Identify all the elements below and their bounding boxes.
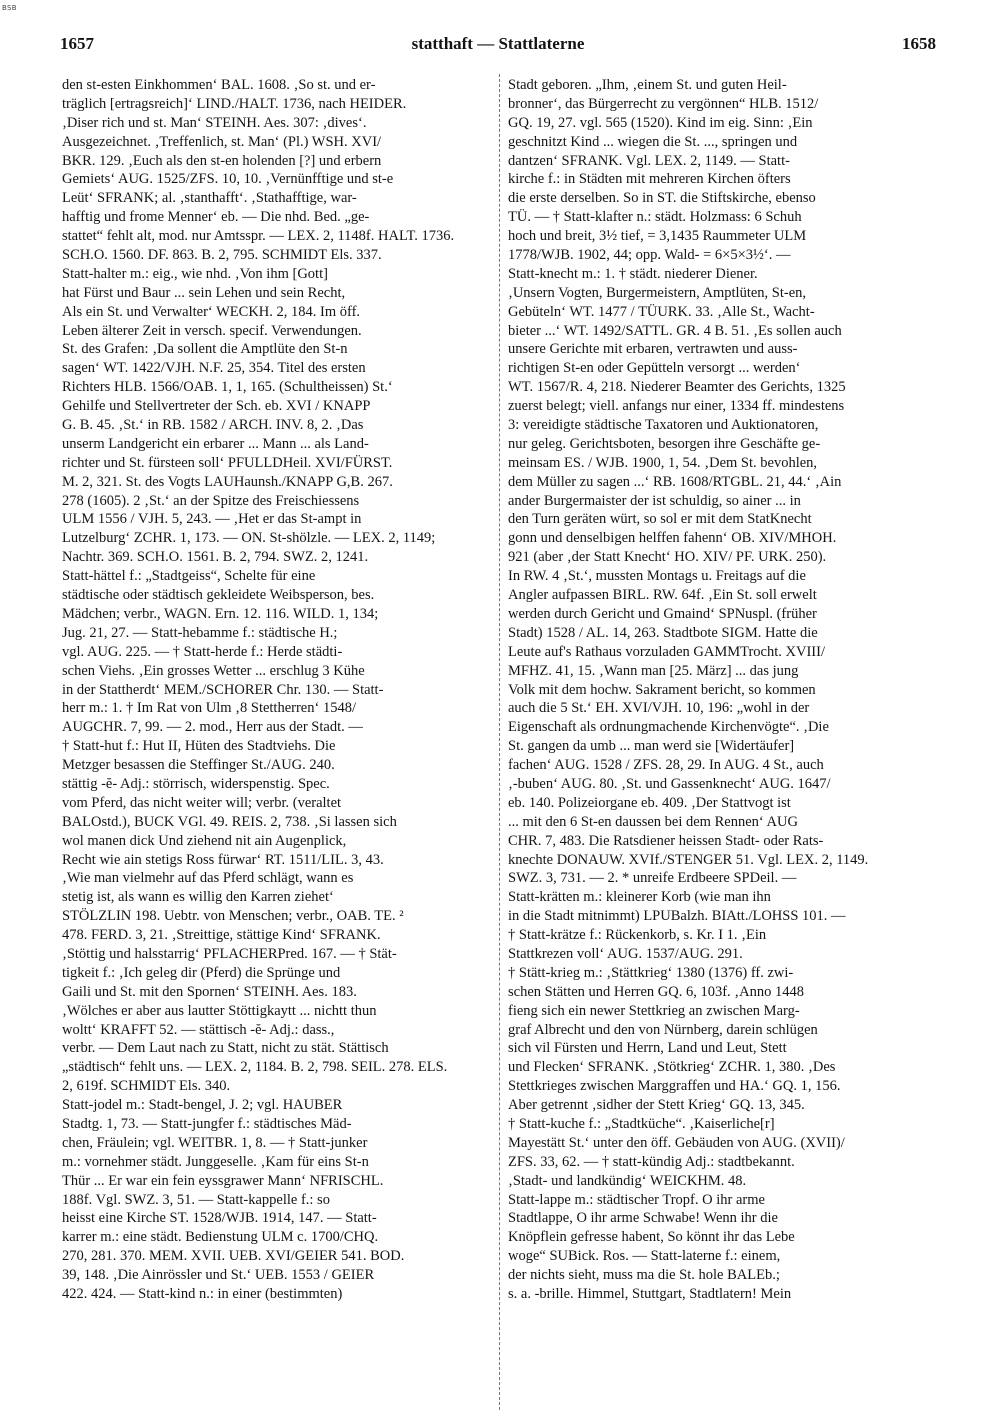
text-line: zuerst belegt; viell. anfangs nur einer, 1334 ff. mindestens [508, 398, 845, 415]
text-line: SWZ. 3, 731. — 2. * unreife Erdbeere SPDeil. — [508, 870, 797, 887]
text-line: hat Fürst und Baur ... sein Lehen und sein Recht, [62, 284, 346, 301]
text-line: M. 2, 321. St. des Vogts LAUHaunsh./KNAPP G,B. 267. [62, 473, 393, 490]
text-line: AUGCHR. 7, 99. — 2. mod., Herr aus der Stadt. — [62, 719, 363, 736]
text-line: † Stätt-krieg m.: ‚Stättkrieg‘ 1380 (1376) ff. zwi- [508, 964, 794, 981]
text-line: Mayestätt St.‘ unter den öff. Gebäuden von AUG. (XVII)/ [508, 1134, 845, 1151]
text-line: bieter ...‘ WT. 1492/SATTL. GR. 4 B. 51. ‚Es sollen auch [508, 322, 842, 339]
text-line: schen Viehs. ‚Ein grosses Wetter ... erschlug 3 Kühe [62, 662, 365, 679]
text-line: unsere Gerichte mit erbaren, vertrawten und auss- [508, 341, 798, 358]
text-line: Ausgezeichnet. ‚Treffenlich, st. Man‘ (Pl.) WSH. XVI/ [62, 133, 382, 150]
text-line: die erste derselben. So in ST. die Stiftskirche, ebenso [508, 190, 816, 207]
text-line: vgl. AUG. 225. — † Statt-herde f.: Herde städti- [62, 643, 343, 660]
text-line: Mädchen; verbr., WAGN. Ern. 12. 116. WILD. 1, 134; [62, 605, 379, 622]
header-title: statthaft — Stattlaterne [411, 34, 585, 53]
text-line: ‚Unsern Vogten, Burgermeistern, Amptlüten, St-en, [508, 284, 807, 301]
text-line: Stettkrieges zwischen Marggraffen und HA.‘ GQ. 1, 156. [508, 1078, 841, 1095]
text-line: 278 (1605). 2 ‚St.‘ an der Spitze des Freischiessens [62, 492, 360, 509]
text-line: gonn und denselbigen helffen fahenn‘ OB. XIV/MHOH. [508, 530, 837, 547]
text-line: Stadtlappe, O ihr arme Schwabe! Wenn ihr die [508, 1210, 778, 1227]
text-line: Jug. 21, 27. — Statt-hebamme f.: städtische H.; [62, 624, 338, 641]
text-line: ‚Diser rich und st. Man‘ STEINH. Aes. 307: ‚dives‘. [62, 114, 367, 131]
text-line: eb. 140. Polizeiorgane eb. 409. ‚Der Stattvogt ist [508, 794, 791, 811]
text-line: Stadt) 1528 / AL. 14, 263. Stadtbote SIGM. Hatte die [508, 624, 818, 641]
text-line: Lutzelburg‘ ZCHR. 1, 173. — ON. St-shölzle. — LEX. 2, 1149; [62, 530, 436, 547]
text-line: meinsam ES. / WJB. 1900, 1, 54. ‚Dem St. bevohlen, [508, 454, 818, 471]
text-line: Angler aufpassen BIRL. RW. 64f. ‚Ein St. soll erwelt [508, 587, 817, 604]
text-line: unserm Landgericht ein erbarer ... Mann ... als Land- [62, 435, 369, 452]
page-number-right: 1658 [902, 34, 936, 53]
text-line: Leute auf's Rathaus vorzuladen GAMMTrocht. XVIII/ [508, 643, 825, 660]
text-line: auch die 5 St.‘ EH. XVI/VJH. 10, 196: „wohl in der [508, 700, 810, 717]
text-line: karrer m.: eine städt. Bedienstung ULM c. 1700/CHQ. [62, 1229, 379, 1246]
text-line: den Turn geräten würt, so sol er mit dem StatKnecht [508, 511, 812, 528]
text-line: Volk mit dem hochw. Sakrament bericht, so kommen [508, 681, 816, 698]
text-line: † Statt-krätze f.: Rückenkorb, s. Kr. I 1. ‚Ein [508, 927, 767, 944]
text-line: St. gangen da umb ... man werd sie [Widertäufer] [508, 738, 795, 755]
text-line: sagen‘ WT. 1422/VJH. N.F. 25, 354. Titel des ersten [62, 360, 366, 377]
text-line: wol manen dick Und ziehend nit ain Augenplick, [62, 832, 347, 849]
text-line: GQ. 19, 27. vgl. 565 (1520). Kind im eig. Sinn: ‚Ein [508, 114, 813, 131]
text-line: Stadt geboren. „Ihm, ‚einem St. und guten Heil- [508, 77, 787, 93]
text-line: richtigen St-en oder Gepütteln versorgt ... werden‘ [508, 360, 801, 377]
text-line: den st-esten Einkhommen‘ BAL. 1608. ‚So st. und er- [62, 77, 376, 93]
text-line: Leüt‘ SFRANK; al. ‚stanthafft‘. ‚Stathafftige, war- [62, 190, 357, 207]
text-line: „städtisch“ fehlt uns. — LEX. 2, 1184. B. 2, 798. SEIL. 278. ELS. [62, 1059, 448, 1076]
text-line: Aber getrennt ‚sidher der Stett Krieg‘ GQ. 13, 345. [508, 1097, 805, 1114]
text-line: richter und St. fürsteen soll‘ PFULLDHeil. XVI/FÜRST. [62, 454, 393, 471]
text-line: fachen‘ AUG. 1528 / ZFS. 28, 29. In AUG. 4 St., auch [508, 757, 824, 774]
text-line: ‚-buben‘ AUG. 80. ‚St. und Gassenknecht‘ AUG. 1647/ [508, 775, 831, 792]
text-line: 188f. Vgl. SWZ. 3, 51. — Statt-kappelle f.: so [62, 1191, 330, 1208]
text-line: m.: vornehmer städt. Junggeselle. ‚Kam für eins St-n [62, 1153, 369, 1170]
text-line: träglich [ertragsreich]‘ LIND./HALT. 1736, nach HEIDER. [62, 95, 407, 112]
text-line: woltt‘ KRAFFT 52. — stättisch -ĕ- Adj.: dass., [62, 1021, 335, 1038]
column-divider [499, 74, 500, 1410]
right-column [508, 76, 946, 1304]
text-line: heisst eine Kirche ST. 1528/WJB. 1914, 147. — Statt- [62, 1210, 377, 1227]
text-line: Gaili und St. mit den Spornen‘ STEINH. Aes. 183. [62, 983, 357, 1000]
text-line: BALOstd.), BUCK VGl. 49. REIS. 2, 738. ‚Si lassen sich [62, 813, 397, 830]
text-line: dantzen‘ SFRANK. Vgl. LEX. 2, 1149. — Statt- [508, 152, 790, 169]
page-header [60, 34, 936, 58]
text-line: stattet“ fehlt alt, mod. nur Amtsspr. — LEX. 2, 1148f. HALT. 1736. [62, 228, 455, 245]
text-line: ZFS. 33, 62. — † statt-kündig Adj.: stadtbekannt. [508, 1153, 795, 1170]
text-line: Stattkrezen voll‘ AUG. 1537/AUG. 291. [508, 945, 743, 962]
text-line: ULM 1556 / VJH. 5, 243. — ‚Het er das St-ampt in [62, 511, 362, 528]
text-line: Richters HLB. 1566/OAB. 1, 1, 165. (Schultheissen) St.‘ [62, 379, 393, 396]
text-line: stättig -ĕ- Adj.: störrisch, widerspenstig. Spec. [62, 775, 330, 792]
text-line: 270, 281. 370. MEM. XVII. UEB. XVI/GEIER 541. BOD. [62, 1248, 405, 1265]
text-line: herr m.: 1. † Im Rat von Ulm ‚8 Stettherren‘ 1548/ [62, 700, 356, 717]
text-line: fieng sich ein newer Stettkrieg an zwischen Marg- [508, 1002, 800, 1019]
text-line: s. a. -brille. Himmel, Stuttgart, Stadtlatern! Mein [508, 1286, 792, 1302]
text-line: in die Stadt mitnimmt) LPUBalzh. BIAtt./LOHSS 101. — [508, 908, 846, 925]
text-line: Als ein St. und Verwalter‘ WECKH. 2, 184. Im öff. [62, 303, 361, 320]
text-line: Statt-lappe m.: städtischer Tropf. O ihr arme [508, 1191, 765, 1208]
library-stamp: BSB [2, 4, 17, 12]
text-line: Stadtg. 1, 73. — Statt-jungfer f.: städtisches Mäd- [62, 1115, 352, 1132]
text-line: BKR. 129. ‚Euch als den st-en holenden [?] und erbern [62, 152, 382, 169]
text-line: Metzger besassen die Steffinger St./AUG. 240. [62, 757, 335, 774]
text-line: MFHZ. 41, 15. ‚Wann man [25. März] ... das jung [508, 662, 799, 679]
text-line: Statt-knecht m.: 1. † städt. niederer Diener. [508, 265, 758, 282]
text-line: CHR. 7, 483. Die Ratsdiener heissen Stadt- oder Rats- [508, 832, 824, 849]
text-line: 2, 619f. SCHMIDT Els. 340. [62, 1078, 231, 1095]
text-line: Thür ... Er war ein fein eyssgrawer Mann‘ NFRISCHL. [62, 1172, 384, 1189]
text-line: 39, 148. ‚Die Ainrössler und St.‘ UEB. 1553 / GEIER [62, 1267, 375, 1284]
text-line: hafftig und frome Menner‘ eb. — Die nhd. Bed. „ge- [62, 209, 370, 226]
text-line: nur geleg. Gerichtsboten, besorgen ihre Geschäfte ge- [508, 435, 821, 452]
text-line: in der Stattherdt‘ MEM./SCHORER Chr. 130. — Statt- [62, 681, 384, 698]
text-line: woge“ SUBick. Ros. — Statt-laterne f.: einem, [508, 1248, 781, 1265]
text-line: † Statt-kuche f.: „Stadtküche“. ‚Kaiserliche[r] [508, 1115, 775, 1132]
left-column [62, 76, 500, 1304]
text-line: Gemiets‘ AUG. 1525/ZFS. 10, 10. ‚Vernünfftige und st-e [62, 171, 394, 188]
text-line: 1778/WJB. 1902, 44; opp. Wald- = 6×5×3½‘. — [508, 247, 791, 264]
text-line: schen Stätten und Herren GQ. 6, 103f. ‚Anno 1448 [508, 983, 804, 1000]
page-number-left: 1657 [60, 34, 94, 53]
text-line: bronner‘, das Bürgerrecht zu vergönnen“ HLB. 1512/ [508, 95, 819, 112]
text-line: werden durch Gericht und Gmaind‘ SPNuspl. (früher [508, 605, 817, 622]
text-line: verbr. — Dem Laut nach zu Statt, nicht zu stät. Stättisch [62, 1040, 389, 1057]
text-line: 422. 424. — Statt-kind n.: in einer (bestimmten) [62, 1286, 343, 1302]
text-line: Statt-krätten m.: kleinerer Korb (wie man ihn [508, 889, 771, 906]
text-line: stetig ist, als wann es willig den Karren ziehet‘ [62, 889, 334, 906]
text-line: sich vil Fürsten und Herrn, Land und Leut, Stett [508, 1040, 787, 1057]
text-line: 921 (aber ‚der Statt Knecht‘ HO. XIV/ PF. URK. 250). [508, 549, 827, 566]
text-line: geschnitzt Kind ... wiegen die St. ..., springen und [508, 133, 798, 150]
text-line: STÖLZLIN 198. Uebtr. von Menschen; verbr., OAB. TE. ² [62, 908, 404, 925]
text-line: der nichts sieht, muss ma die St. hole BALEb.; [508, 1267, 780, 1284]
text-line: Nachtr. 369. SCH.O. 1561. B. 2, 794. SWZ. 2, 1241. [62, 549, 369, 566]
text-line: Gehilfe und Stellvertreter der Sch. eb. XVI / KNAPP [62, 398, 371, 415]
text-line: graf Albrecht und den von Nürnberg, darein schlügen [508, 1021, 818, 1038]
text-line: 3: vereidigte städtische Taxatoren und Auktionatoren, [508, 417, 819, 434]
text-line: hoch und breit, 3½ tief, = 3,1435 Raummeter ULM [508, 228, 807, 245]
text-line: WT. 1567/R. 4, 218. Niederer Beamter des Gerichts, 1325 [508, 379, 846, 396]
text-line: In RW. 4 ‚St.‘, mussten Montags u. Freitags auf die [508, 568, 806, 585]
text-line: und Flecken‘ SFRANK. ‚Stötkrieg‘ ZCHR. 1, 380. ‚Des [508, 1059, 836, 1076]
text-line: ander Burgermaister der ist schuldig, so ainer ... in [508, 492, 801, 509]
text-line: dem Müller zu sagen ...‘ RB. 1608/RTGBL. 21, 44.‘ ‚Ain [508, 473, 842, 490]
text-line: tigkeit f.: ‚Ich geleg dir (Pferd) die Sprünge und [62, 964, 341, 981]
text-line: ... mit den 6 St-en daussen bei dem Rennen‘ AUG [508, 813, 798, 830]
text-line: St. des Grafen: ‚Da sollent die Amptlüte den St-n [62, 341, 348, 358]
text-line: G. B. 45. ‚St.‘ in RB. 1582 / ARCH. INV. 8, 2. ‚Das [62, 417, 364, 434]
text-line: Gebüteln‘ WT. 1477 / TÜURK. 33. ‚Alle St., Wacht- [508, 303, 815, 320]
text-line: knechte DONAUW. XVIf./STENGER 51. Vgl. LEX. 2, 1149. [508, 851, 869, 868]
text-line: ‚Wölches er aber aus lautter Stöttigkaytt ... nichtt thun [62, 1002, 377, 1019]
text-line: 478. FERD. 3, 21. ‚Streittige, stättige Kind‘ SFRANK. [62, 927, 381, 944]
text-line: ‚Stöttig und halsstarrig‘ PFLACHERPred. 167. — † Stät- [62, 945, 397, 962]
text-line: städtische oder städtisch gekleidete Weibsperson, bes. [62, 587, 375, 604]
text-line: † Statt-hut f.: Hut II, Hüten des Stadtviehs. Die [62, 738, 336, 755]
text-line: Statt-hättel f.: „Stadtgeiss“, Schelte für eine [62, 568, 316, 585]
text-line: Statt-halter m.: eig., wie nhd. ‚Von ihm [Gott] [62, 265, 328, 282]
text-line: chen, Fräulein; vgl. WEITBR. 1, 8. — † Statt-junker [62, 1134, 368, 1151]
text-line: vom Pferd, das nicht weiter will; verbr. (veraltet [62, 794, 342, 811]
text-line: Statt-jodel m.: Stadt-bengel, J. 2; vgl. HAUBER [62, 1097, 343, 1114]
text-line: SCH.O. 1560. DF. 863. B. 2, 795. SCHMIDT Els. 337. [62, 247, 382, 264]
text-line: ‚Wie man vielmehr auf das Pferd schlägt, wann es [62, 870, 354, 887]
text-line: Eigenschaft als ordnungmachende Kirchenvögte“. ‚Die [508, 719, 829, 736]
text-line: Recht wie ain stetigs Ross fürwar‘ RT. 1511/LIL. 3, 43. [62, 851, 384, 868]
text-line: ‚Stadt- und landkündig‘ WEICKHM. 48. [508, 1172, 747, 1189]
text-line: Knöpflein gefresse habent, So könnt ihr das Lebe [508, 1229, 795, 1246]
text-line: TÜ. — † Statt-klafter n.: städt. Holzmass: 6 Schuh [508, 209, 802, 226]
text-line: kirche f.: in Städten mit mehreren Kirchen öfters [508, 171, 791, 188]
text-line: Leben älterer Zeit in versch. specif. Verwendungen. [62, 322, 362, 339]
